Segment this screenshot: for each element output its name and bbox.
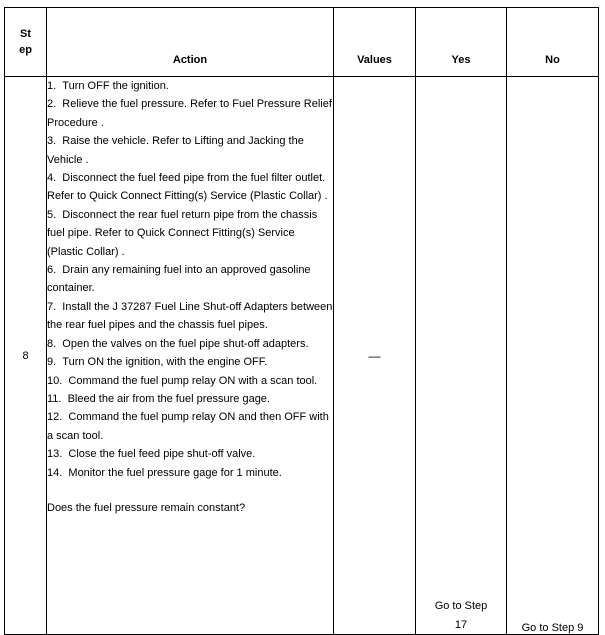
step-header <box>5 8 47 77</box>
action-step: 7. Install the J 37287 Fuel Line Shut-off Adapters between the rear fuel pipes and the chassis fuel pipes. <box>47 300 333 332</box>
action-step: 11. Bleed the air from the fuel pressure gage. <box>47 392 270 405</box>
step-header-line2: ep <box>19 44 32 56</box>
step-number: 8 <box>5 77 47 635</box>
action-step: 6. Drain any remaining fuel into an approved gasoline container. <box>47 264 311 295</box>
header-row <box>5 8 599 77</box>
diagnostic-table <box>4 7 599 635</box>
action-cell <box>47 77 334 635</box>
yes-header: Yes <box>416 8 507 77</box>
action-step: 13. Close the fuel feed pipe shut-off valve. <box>47 448 256 461</box>
action-step: 9. Turn ON the ignition, with the engine OFF. <box>47 356 268 369</box>
action-header: Action <box>47 8 334 77</box>
action-list <box>47 77 333 482</box>
step-header-line1: St <box>20 28 31 40</box>
action-step: 3. Raise the vehicle. Refer to Lifting and Jacking the Vehicle . <box>47 135 304 166</box>
action-step: 14. Monitor the fuel pressure gage for 1 minute. <box>47 466 282 479</box>
values-cell: — <box>334 77 416 635</box>
action-step: 1. Turn OFF the ignition. <box>47 80 169 92</box>
no-cell: Go to Step 9 <box>507 77 599 635</box>
yes-cell <box>416 77 507 635</box>
table-row <box>5 77 599 635</box>
action-step: 12. Command the fuel pump relay ON and then OFF with a scan tool. <box>47 411 329 442</box>
yes-result: Go to Step 17 <box>434 600 488 631</box>
action-step: 5. Disconnect the rear fuel return pipe from the chassis fuel pipe. Refer to Quick Connect Fitting(s) Service (Plastic Collar) . <box>47 208 318 258</box>
action-step: 4. Disconnect the fuel feed pipe from the fuel filter outlet. Refer to Quick Connect Fitting(s) Service (Plastic Collar) . <box>47 172 328 203</box>
action-step: 10. Command the fuel pump relay ON with a scan tool. <box>47 374 318 387</box>
no-header: No <box>507 8 599 77</box>
action-step: 8. Open the valves on the fuel pipe shut-off adapters. <box>47 337 309 350</box>
values-header: Values <box>334 8 416 77</box>
action-step: 2. Relieve the fuel pressure. Refer to Fuel Pressure Relief Procedure . <box>47 98 332 129</box>
diagnostic-question: Does the fuel pressure remain constant? <box>47 501 246 514</box>
